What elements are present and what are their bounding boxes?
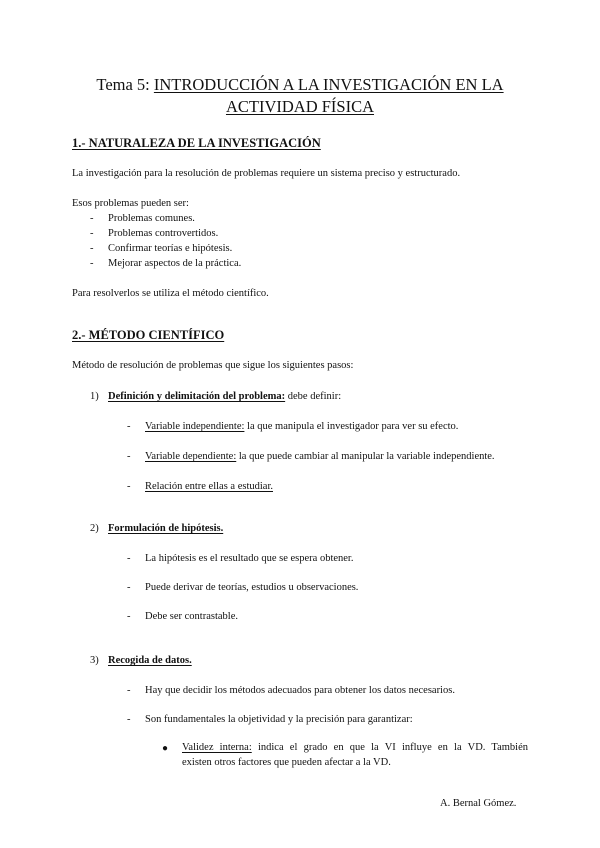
step1-number: 1)	[90, 391, 99, 402]
list-item: Debe ser contrastable.	[145, 611, 238, 622]
list-item-dash: -	[90, 243, 94, 254]
title-main-line1: INTRODUCCIÓN A LA INVESTIGACIÓN EN LA	[153, 75, 504, 94]
sub-item-text: indica el grado en que la VI influye en la VD. También	[251, 742, 528, 753]
item-text: la que puede cambiar al manipular la variable independiente.	[236, 451, 495, 462]
list-item-dash: -	[127, 451, 131, 462]
list-item: Hay que decidir los métodos adecuados para obtener los datos necesarios.	[145, 685, 455, 696]
step3-number: 3)	[90, 655, 99, 666]
step2-title: Formulación de hipótesis.	[108, 523, 224, 534]
item-label: Relación entre ellas a estudiar.	[145, 481, 273, 492]
step3-title: Recogida de datos.	[108, 655, 192, 666]
list-item-dash: -	[127, 714, 131, 725]
sub-item-label: Validez interna:	[182, 742, 252, 753]
list-item-dash: -	[127, 481, 131, 492]
list-item-dash: -	[127, 611, 131, 622]
list-item: Confirmar teorías e hipótesis.	[108, 243, 233, 254]
title-prefix: Tema 5:	[96, 75, 150, 94]
sub-item-line1	[182, 742, 528, 753]
list-item-dash: -	[127, 685, 131, 696]
list-item	[145, 481, 273, 492]
document-title-line1	[0, 74, 600, 96]
step1-rest: debe definir:	[285, 391, 342, 402]
list-item: Problemas comunes.	[108, 213, 195, 224]
list-item-dash: -	[90, 228, 94, 239]
item-label: Variable dependiente:	[145, 451, 237, 462]
list-item: Mejorar aspectos de la práctica.	[108, 258, 242, 269]
item-label: Variable independiente:	[145, 421, 245, 432]
step2-number: 2)	[90, 523, 99, 534]
list-item	[145, 451, 495, 462]
section1-intro: La investigación para la resolución de problemas requiere un sistema preciso y estructurado.	[72, 168, 461, 179]
section1-heading: 1.- NATURALEZA DE LA INVESTIGACIÓN	[72, 136, 321, 150]
item-text: la que manipula el investigador para ver su efecto.	[244, 421, 459, 432]
list-item: Puede derivar de teorías, estudios u observaciones.	[145, 582, 359, 593]
title-main-line2: ACTIVIDAD FÍSICA	[225, 97, 375, 116]
section1-list-intro: Esos problemas pueden ser:	[72, 198, 189, 209]
list-item: Son fundamentales la objetividad y la precisión para garantizar:	[145, 714, 413, 725]
list-item-dash: -	[90, 213, 94, 224]
list-item-dash: -	[127, 553, 131, 564]
section1-closing: Para resolverlos se utiliza el método científico.	[72, 288, 269, 299]
step1-title: Definición y delimitación del problema:	[108, 391, 286, 402]
list-item: La hipótesis es el resultado que se espera obtener.	[145, 553, 354, 564]
list-item-dash: -	[127, 582, 131, 593]
list-item	[145, 421, 458, 432]
step1-heading	[108, 391, 341, 402]
bullet-icon: ●	[162, 743, 169, 754]
list-item-dash: -	[127, 421, 131, 432]
list-item-dash: -	[90, 258, 94, 269]
section2-intro: Método de resolución de problemas que sigue los siguientes pasos:	[72, 360, 354, 371]
section2-heading: 2.- MÉTODO CIENTÍFICO	[72, 328, 225, 342]
list-item: Problemas controvertidos.	[108, 228, 219, 239]
sub-item-line2: existen otros factores que pueden afectar a la VD.	[182, 757, 391, 768]
document-title-line2	[0, 96, 600, 118]
footer-author: A. Bernal Gómez.	[440, 798, 517, 809]
